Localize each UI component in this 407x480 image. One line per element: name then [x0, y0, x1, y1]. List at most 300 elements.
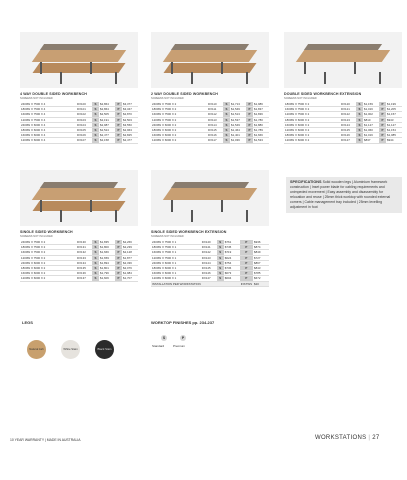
premium-badge: P — [379, 102, 386, 107]
desk-top-shape — [163, 50, 257, 62]
workbench-image — [20, 170, 138, 226]
finish-code-premium-badge: P — [181, 336, 185, 340]
premium-price-cell: $1,533 — [253, 138, 269, 143]
premium-price-cell: $2,963 — [122, 127, 138, 132]
price-table — [151, 102, 269, 144]
premium-badge: P — [379, 122, 386, 127]
standard-price-cell: $1,659 — [99, 255, 115, 260]
standard-badge: S — [217, 265, 224, 270]
size-cell: 2400W X 7500 X 4 — [20, 102, 76, 107]
code-cell: DX124 — [340, 122, 356, 127]
code-cell: DX146 — [201, 271, 217, 276]
premium-badge: P — [240, 255, 253, 260]
premium-badge: P — [379, 138, 386, 143]
code-cell: DX112 — [207, 112, 223, 117]
premium-price-cell: $1,154 — [386, 127, 402, 132]
code-cell: DX136 — [76, 271, 92, 276]
code-cell: DX135 — [76, 265, 92, 270]
desk-leg-shape — [246, 72, 248, 84]
size-cell: 1600W X 6000 X 1 — [151, 271, 201, 276]
premium-badge: P — [115, 117, 122, 122]
code-cell: DX114 — [207, 122, 223, 127]
size-cell: 1200W X 6000 X 2 — [20, 276, 76, 281]
code-cell: DX130 — [76, 240, 92, 245]
product-subtitle: SCREENS NOT INCLUDED — [151, 235, 184, 238]
product-block — [20, 32, 138, 144]
size-cell: 1200W X 7500 X 2 — [20, 255, 76, 260]
workbench-image — [151, 170, 269, 226]
table-row — [20, 276, 138, 281]
price-table — [20, 102, 138, 144]
premium-badge: P — [240, 245, 253, 250]
premium-price-cell: $2,870 — [122, 112, 138, 117]
installation-row — [151, 281, 269, 286]
standard-price-cell: $1,800 — [99, 245, 115, 250]
size-cell: 1200W X 7500 X 2 — [284, 112, 340, 117]
workbench-image — [20, 32, 138, 88]
size-cell: 1200W X 7500 X 2 — [151, 117, 207, 122]
desk-leg-shape — [221, 200, 223, 212]
standard-price-cell: $1,894 — [99, 260, 115, 265]
leg-swatch-black-stain: Black Stain — [95, 340, 114, 359]
premium-price-cell: $2,336 — [122, 260, 138, 265]
standard-badge: S — [92, 133, 99, 138]
code-cell: DX100 — [76, 102, 92, 107]
installation-price: $20 — [253, 281, 269, 286]
premium-price-cell: $1,199 — [386, 102, 402, 107]
product-title: SINGLE SIDED WORKBENCH — [20, 230, 73, 234]
size-cell: 1800W X 7500 X 1 — [151, 245, 201, 250]
standard-price-cell: $1,016 — [363, 133, 379, 138]
premium-price-cell: $1,666 — [253, 133, 269, 138]
code-cell: DX143 — [201, 255, 217, 260]
size-cell: 1800W X 6000 X 1 — [151, 265, 201, 270]
standard-badge: S — [217, 240, 224, 245]
standard-badge: S — [92, 245, 99, 250]
standard-badge: S — [92, 112, 99, 117]
size-cell: 1600W X 7500 X 2 — [151, 112, 207, 117]
premium-price-cell: $1,836 — [253, 112, 269, 117]
code-cell: DX140 — [201, 240, 217, 245]
size-cell: 2400W X 6000 X 2 — [151, 122, 207, 127]
size-cell: 1600W X 6000 X 2 — [20, 271, 76, 276]
code-cell: DX105 — [76, 127, 92, 132]
premium-price-cell: $1,837 — [253, 107, 269, 112]
desk-leg-shape — [324, 72, 326, 84]
standard-price-cell: $1,801 — [99, 265, 115, 270]
premium-badge: P — [115, 107, 122, 112]
standard-badge: S — [223, 133, 230, 138]
standard-badge: S — [92, 138, 99, 143]
standard-price-cell: $1,016 — [363, 107, 379, 112]
size-cell: 1800W X 6000 X 2 — [20, 265, 76, 270]
size-cell: 1200W X 7500 X 1 — [151, 255, 201, 260]
specifications-text: Solid wooden legs | Aluminium framework construction | Inset power blade for cabling requirements and unimpeded movement | Easy assembly and disassembly for relocation and reuse | 25mm thick worktop with rounded external corners | Cable management tray included | 25mm levelling adjustment in foot — [290, 180, 391, 209]
premium-price-cell: $727 — [253, 255, 269, 260]
premium-badge: P — [240, 240, 253, 245]
size-cell: 1800W X 6000 X 4 — [20, 127, 76, 132]
size-cell: 1800W X 6000 X 2 — [284, 117, 340, 122]
desk-top-shape — [32, 201, 125, 211]
premium-price-cell: $1,780 — [253, 117, 269, 122]
workbench-image — [151, 32, 269, 88]
standard-price-cell: $673 — [224, 271, 240, 276]
size-cell: 2400W X 6000 X 4 — [20, 122, 76, 127]
code-cell: DX101 — [76, 107, 92, 112]
code-cell: DX111 — [207, 107, 223, 112]
premium-badge: P — [115, 271, 122, 276]
premium-badge: P — [246, 133, 253, 138]
code-cell: DX133 — [76, 255, 92, 260]
standard-badge: S — [223, 127, 230, 132]
standard-badge: S — [217, 245, 224, 250]
desk-leg-shape — [115, 210, 117, 222]
standard-badge: S — [356, 138, 363, 143]
standard-price-cell: $1,666 — [99, 250, 115, 255]
size-cell: 1200W X 6000 X 2 — [151, 138, 207, 143]
code-cell: DX103 — [76, 117, 92, 122]
code-cell: DX102 — [76, 112, 92, 117]
desk-leg-shape — [304, 62, 306, 74]
premium-price-cell: $849 — [253, 250, 269, 255]
size-cell: 2400W X 7500 X 2 — [20, 240, 76, 245]
premium-price-cell: $1,877 — [122, 255, 138, 260]
size-cell: 1200W X 6000 X 1 — [151, 276, 201, 281]
premium-badge: P — [115, 138, 122, 143]
standard-price-cell: $1,513 — [230, 112, 246, 117]
desk-leg-shape — [354, 62, 356, 74]
premium-price-cell: $1,127 — [386, 122, 402, 127]
premium-badge: P — [246, 122, 253, 127]
code-cell: DX132 — [76, 250, 92, 255]
size-cell: 1800W X 6000 X 2 — [151, 127, 207, 132]
standard-price-cell: $2,191 — [99, 117, 115, 122]
price-table — [151, 240, 269, 287]
standard-badge: S — [356, 133, 363, 138]
footer-section — [315, 435, 379, 441]
desk-leg-shape — [40, 62, 42, 74]
code-cell: DX106 — [76, 133, 92, 138]
premium-price-cell: $1,986 — [253, 102, 269, 107]
desk-leg-shape — [191, 210, 193, 222]
product-subtitle: SCREENS NOT INCLUDED — [20, 235, 53, 238]
standard-badge: S — [92, 240, 99, 245]
size-cell: 1800W X 7500 X 2 — [151, 107, 207, 112]
code-cell: DX115 — [207, 127, 223, 132]
premium-price-cell: $1,984 — [122, 271, 138, 276]
standard-price-cell: $810 — [363, 117, 379, 122]
code-cell: DX120 — [340, 102, 356, 107]
premium-price-cell: $944 — [386, 138, 402, 143]
code-cell: DX117 — [207, 138, 223, 143]
standard-price-cell: $1,401 — [230, 133, 246, 138]
standard-badge: S — [92, 276, 99, 281]
code-cell: DX126 — [340, 133, 356, 138]
premium-price-cell: $2,477 — [122, 138, 138, 143]
code-cell: DX134 — [76, 260, 92, 265]
desk-leg-shape — [246, 210, 248, 222]
table-row — [151, 138, 269, 143]
premium-price-cell: $943 — [386, 117, 402, 122]
size-cell: 1600W X 7500 X 4 — [20, 112, 76, 117]
standard-badge: S — [223, 107, 230, 112]
installation-code: INSTWS — [240, 281, 252, 286]
premium-price-cell: $1,157 — [386, 112, 402, 117]
standard-price-cell: $2,864 — [99, 102, 115, 107]
premium-badge: P — [115, 265, 122, 270]
desk-top-shape — [163, 188, 257, 200]
finish-code-standard-badge: S — [162, 336, 166, 340]
code-cell: DX145 — [201, 265, 217, 270]
size-cell: 1800W X 6000 X 2 — [284, 133, 340, 138]
product-title: SINGLE SIDED WORKBENCH EXTENSION — [151, 230, 227, 234]
premium-price-cell: $867 — [253, 260, 269, 265]
size-cell: 2400W X 6000 X 2 — [20, 260, 76, 265]
standard-price-cell: $1,036 — [230, 138, 246, 143]
desk-top-shape — [32, 50, 126, 62]
desk-top-shape — [32, 188, 126, 200]
premium-price-cell: $2,503 — [122, 117, 138, 122]
size-cell: 1200W X 7500 X 4 — [20, 117, 76, 122]
standard-badge: S — [223, 122, 230, 127]
premium-badge: P — [379, 127, 386, 132]
desk-leg-shape — [221, 62, 223, 74]
premium-badge: P — [240, 276, 253, 281]
code-cell: DX144 — [201, 260, 217, 265]
premium-price-cell: $2,266 — [122, 240, 138, 245]
product-subtitle: SCREENS NOT INCLUDED — [151, 97, 184, 100]
desk-leg-shape — [90, 200, 92, 212]
premium-badge: P — [379, 133, 386, 138]
standard-price-cell: $1,835 — [99, 240, 115, 245]
table-row — [20, 138, 138, 143]
premium-price-cell: $1,789 — [253, 127, 269, 132]
premium-badge: P — [246, 107, 253, 112]
premium-badge: P — [115, 276, 122, 281]
premium-price-cell: $3,347 — [122, 107, 138, 112]
standard-price-cell: $1,159 — [363, 102, 379, 107]
size-cell: 1600W X 6000 X 2 — [284, 122, 340, 127]
premium-badge: P — [115, 250, 122, 255]
standard-price-cell: $1,464 — [230, 127, 246, 132]
specifications-box — [286, 177, 402, 213]
code-cell: DX141 — [201, 245, 217, 250]
premium-badge: P — [246, 138, 253, 143]
premium-price-cell: $672 — [253, 276, 269, 281]
standard-price-cell: $1,796 — [99, 271, 115, 276]
size-cell: 1800W X 7500 X 4 — [20, 107, 76, 112]
desk-leg-shape — [115, 72, 117, 84]
product-subtitle: SCREENS NOT INCLUDED — [284, 97, 317, 100]
premium-price-cell: $1,707 — [122, 276, 138, 281]
product-block — [151, 32, 269, 144]
standard-price-cell: $1,537 — [230, 117, 246, 122]
size-cell: 1600W X 7500 X 2 — [284, 107, 340, 112]
premium-badge: P — [115, 127, 122, 132]
standard-badge: S — [92, 260, 99, 265]
standard-price-cell: $1,549 — [230, 107, 246, 112]
size-cell: 2400W X 7500 X 1 — [151, 240, 201, 245]
standard-price-cell: $736 — [224, 265, 240, 270]
code-cell: DX104 — [76, 122, 92, 127]
size-cell: 1600W X 6000 X 2 — [151, 133, 207, 138]
desk-leg-shape — [171, 200, 173, 212]
size-cell: 1600W X 7500 X 2 — [20, 250, 76, 255]
premium-badge: P — [246, 112, 253, 117]
code-cell: DX113 — [207, 117, 223, 122]
code-cell: DX110 — [207, 102, 223, 107]
price-table — [20, 240, 138, 282]
premium-price-cell: $2,825 — [122, 133, 138, 138]
premium-badge: P — [240, 260, 253, 265]
standard-badge: S — [356, 107, 363, 112]
standard-badge: S — [223, 138, 230, 143]
footer-divider: | — [368, 435, 371, 441]
premium-price-cell: $785 — [253, 271, 269, 276]
page-number: 27 — [372, 435, 380, 441]
standard-badge: S — [217, 271, 224, 276]
premium-badge: P — [246, 102, 253, 107]
standard-price-cell: $624 — [224, 255, 240, 260]
standard-price-cell: $2,524 — [99, 127, 115, 132]
leg-swatch-white-stain: White Stain — [61, 340, 80, 359]
standard-price-cell: $837 — [363, 138, 379, 143]
price-table — [284, 102, 402, 144]
standard-price-cell: $1,127 — [363, 122, 379, 127]
standard-badge: S — [92, 122, 99, 127]
premium-badge: P — [115, 102, 122, 107]
standard-badge: S — [92, 107, 99, 112]
premium-price-cell: $2,128 — [122, 250, 138, 255]
premium-badge: P — [115, 240, 122, 245]
standard-price-cell: $2,505 — [99, 112, 115, 117]
premium-price-cell: $874 — [253, 245, 269, 250]
code-cell: DX125 — [340, 127, 356, 132]
standard-badge: S — [356, 112, 363, 117]
product-subtitle: SCREENS NOT INCLUDED — [20, 97, 53, 100]
desk-leg-shape — [60, 72, 62, 84]
premium-badge: P — [115, 260, 122, 265]
code-cell: DX142 — [201, 250, 217, 255]
premium-badge: P — [379, 117, 386, 122]
size-cell: 1600W X 7500 X 1 — [151, 250, 201, 255]
desk-leg-shape — [171, 62, 173, 74]
size-cell: 1200W X 6000 X 2 — [284, 127, 340, 132]
standard-badge: S — [217, 260, 224, 265]
standard-badge: S — [92, 117, 99, 122]
desk-leg-shape — [379, 72, 381, 84]
desk-top-shape — [163, 63, 256, 73]
size-cell: 2400W X 6000 X 1 — [151, 260, 201, 265]
standard-badge: S — [92, 250, 99, 255]
product-title: DOUBLE SIDED WORKBENCH EXTENSION — [284, 92, 362, 96]
standard-badge: S — [92, 255, 99, 260]
finish-label-standard: Standard — [152, 344, 165, 348]
section-name: WORKSTATIONS — [315, 435, 367, 441]
leg-swatch-natural-ash: Natural Ash — [27, 340, 46, 359]
standard-price-cell: $604 — [224, 276, 240, 281]
premium-badge: P — [246, 117, 253, 122]
size-cell: 1200W X 6000 X 2 — [284, 138, 340, 143]
standard-badge: S — [92, 102, 99, 107]
standard-price-cell: $719 — [224, 250, 240, 255]
standard-price-cell: $761 — [224, 240, 240, 245]
code-cell: DX147 — [201, 276, 217, 281]
desk-top-shape — [296, 50, 390, 62]
premium-badge: P — [240, 271, 253, 276]
code-cell: DX123 — [340, 117, 356, 122]
code-cell: DX116 — [207, 133, 223, 138]
premium-price-cell: $1,205 — [386, 107, 402, 112]
standard-badge: S — [356, 122, 363, 127]
premium-badge: P — [115, 112, 122, 117]
standard-price-cell: $2,987 — [99, 122, 115, 127]
finish-label-premium: Premium — [173, 344, 186, 348]
premium-badge: P — [115, 255, 122, 260]
footer-warranty: 10 YEAR WARRANTY | MADE IN AUSTRALIA — [10, 438, 81, 442]
standard-price-cell: $1,606 — [99, 276, 115, 281]
standard-badge: S — [92, 127, 99, 132]
premium-badge: P — [115, 133, 122, 138]
size-cell: 1200W X 6000 X 4 — [20, 138, 76, 143]
premium-price-cell: $1,085 — [386, 133, 402, 138]
standard-badge: S — [356, 127, 363, 132]
standard-badge: S — [223, 117, 230, 122]
standard-price-cell: $1,713 — [230, 102, 246, 107]
desk-leg-shape — [90, 62, 92, 74]
premium-badge: P — [240, 250, 253, 255]
premium-price-cell: $3,550 — [122, 122, 138, 127]
standard-badge: S — [92, 265, 99, 270]
code-cell: DX127 — [340, 138, 356, 143]
standard-badge: S — [223, 102, 230, 107]
desk-leg-shape — [40, 200, 42, 212]
product-block — [284, 32, 402, 144]
premium-badge: P — [379, 107, 386, 112]
size-cell: 1800W X 7500 X 2 — [20, 245, 76, 250]
standard-price-cell: $2,477 — [99, 133, 115, 138]
premium-price-cell: $2,076 — [122, 265, 138, 270]
standard-badge: S — [223, 112, 230, 117]
worktop-finishes-title: WORKTOP FINISHES pp. 234-237 — [151, 320, 215, 325]
standard-badge: S — [217, 250, 224, 255]
standard-badge: S — [217, 276, 224, 281]
premium-price-cell: $1,880 — [253, 122, 269, 127]
product-block — [151, 170, 269, 287]
premium-badge: P — [246, 127, 253, 132]
standard-badge: S — [356, 102, 363, 107]
standard-badge: S — [356, 117, 363, 122]
standard-price-cell: $2,158 — [99, 138, 115, 143]
standard-badge: S — [217, 255, 224, 260]
standard-price-cell: $754 — [224, 260, 240, 265]
premium-price-cell: $2,239 — [122, 245, 138, 250]
premium-price-cell: $3,377 — [122, 102, 138, 107]
standard-price-cell: $1,002 — [363, 112, 379, 117]
standard-price-cell: $1,060 — [363, 127, 379, 132]
standard-price-cell: $745 — [224, 245, 240, 250]
specifications-label: SPECIFICATIONS — [290, 180, 322, 184]
code-cell: DX131 — [76, 245, 92, 250]
product-title: 2 WAY DOUBLE SIDED WORKBENCH — [151, 92, 218, 96]
code-cell: DX122 — [340, 112, 356, 117]
premium-badge: P — [379, 112, 386, 117]
size-cell: 1800W X 7500 X 2 — [284, 102, 340, 107]
table-row — [284, 138, 402, 143]
legs-title: LEGS — [22, 320, 33, 325]
size-cell: 1600W X 6000 X 4 — [20, 133, 76, 138]
desk-top-shape — [32, 63, 125, 73]
